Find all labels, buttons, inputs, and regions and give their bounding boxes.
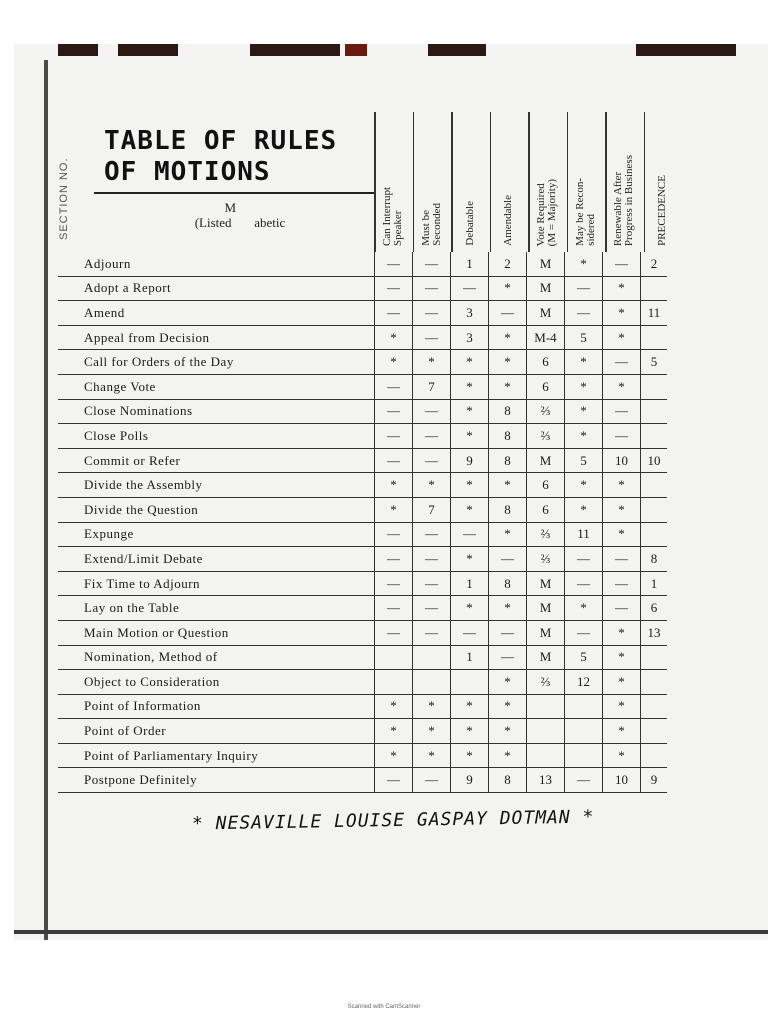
table-cell: 3 xyxy=(451,301,489,326)
page-subtitle: M (Listed abetic xyxy=(194,200,286,230)
table-cell: 11 xyxy=(565,522,603,547)
table-cell: M xyxy=(527,252,565,276)
table-cell: 2 xyxy=(641,252,668,276)
table-cell: * xyxy=(413,719,451,744)
table-cell: * xyxy=(489,694,527,719)
table-cell: * xyxy=(565,374,603,399)
table-cell xyxy=(641,497,668,522)
table-cell: — xyxy=(375,301,413,326)
table-cell: — xyxy=(413,448,451,473)
table-row xyxy=(58,374,667,399)
table-cell: ⅔ xyxy=(527,424,565,449)
scanner-credit: Scanned with CamScanner xyxy=(347,1004,421,1010)
table-row xyxy=(58,522,667,547)
table-header-title-box xyxy=(94,112,372,252)
table-cell: 7 xyxy=(413,374,451,399)
table-cell: — xyxy=(413,768,451,793)
table-cell: * xyxy=(451,473,489,498)
table-cell: * xyxy=(451,694,489,719)
table-cell: — xyxy=(603,350,641,375)
table-cell: — xyxy=(565,571,603,596)
table-cell: * xyxy=(565,252,603,276)
column-divider xyxy=(605,112,607,252)
table-cell: * xyxy=(451,743,489,768)
table-cell: * xyxy=(565,424,603,449)
motion-name: Point of Order xyxy=(58,719,375,744)
column-header-label: Can Interrupt Speaker xyxy=(381,187,405,246)
table-cell: — xyxy=(375,571,413,596)
table-cell: ⅔ xyxy=(527,547,565,572)
table-cell: — xyxy=(565,620,603,645)
table-cell: — xyxy=(375,424,413,449)
table-cell: M xyxy=(527,571,565,596)
scan-artifact xyxy=(58,44,98,56)
table-cell: 6 xyxy=(641,596,668,621)
table-cell: — xyxy=(603,424,641,449)
motion-name: Call for Orders of the Day xyxy=(58,350,375,375)
table-cell: — xyxy=(603,596,641,621)
table-cell: — xyxy=(375,399,413,424)
table-cell xyxy=(641,522,668,547)
table-cell xyxy=(565,694,603,719)
table-cell xyxy=(527,694,565,719)
column-divider xyxy=(567,112,569,252)
table-cell: * xyxy=(451,547,489,572)
scan-artifact xyxy=(250,44,340,56)
table-cell: — xyxy=(375,374,413,399)
table-cell: 1 xyxy=(451,645,489,670)
table-cell: — xyxy=(413,252,451,276)
table-cell: 5 xyxy=(565,448,603,473)
motion-name: Extend/Limit Debate xyxy=(58,547,375,572)
motion-name: Commit or Refer xyxy=(58,448,375,473)
table-cell xyxy=(527,743,565,768)
column-header-label: PRECEDENCE xyxy=(656,175,669,246)
column-header-label: Debatable xyxy=(463,201,476,246)
table-cell: — xyxy=(413,424,451,449)
motion-name: Lay on the Table xyxy=(58,596,375,621)
table-cell: — xyxy=(489,645,527,670)
table-cell: — xyxy=(413,276,451,301)
table-cell xyxy=(527,719,565,744)
table-cell: * xyxy=(451,719,489,744)
table-cell xyxy=(375,645,413,670)
table-cell xyxy=(641,325,668,350)
table-cell: * xyxy=(489,522,527,547)
table-cell xyxy=(413,670,451,695)
table-cell: * xyxy=(565,399,603,424)
column-header xyxy=(451,118,490,246)
table-cell: * xyxy=(375,694,413,719)
table-row xyxy=(58,473,667,498)
table-cell: — xyxy=(375,768,413,793)
table-cell: * xyxy=(489,374,527,399)
rules-table xyxy=(58,252,667,793)
table-cell xyxy=(641,473,668,498)
table-cell xyxy=(641,276,668,301)
table-cell xyxy=(565,719,603,744)
table-cell: — xyxy=(451,620,489,645)
table-cell: * xyxy=(603,301,641,326)
table-cell: * xyxy=(489,473,527,498)
table-cell xyxy=(565,743,603,768)
table-cell: 6 xyxy=(527,497,565,522)
table-cell xyxy=(451,670,489,695)
table-cell: 12 xyxy=(565,670,603,695)
column-header-label: May be Recon- sidered xyxy=(573,178,597,246)
table-cell: — xyxy=(375,547,413,572)
table-cell: — xyxy=(565,276,603,301)
signature: * NESAVILLE LOUISE GASPAY DOTMAN * xyxy=(191,806,595,835)
table-cell xyxy=(641,424,668,449)
table-cell: * xyxy=(451,424,489,449)
table-cell: * xyxy=(603,522,641,547)
table-cell: — xyxy=(375,620,413,645)
table-cell: * xyxy=(451,596,489,621)
table-cell: * xyxy=(489,350,527,375)
table-row xyxy=(58,301,667,326)
table-cell: * xyxy=(489,743,527,768)
table-cell: * xyxy=(603,719,641,744)
table-cell: — xyxy=(413,399,451,424)
table-cell: ⅔ xyxy=(527,399,565,424)
table-cell: * xyxy=(603,694,641,719)
table-cell: * xyxy=(413,694,451,719)
table-cell xyxy=(413,645,451,670)
motion-name: Main Motion or Question xyxy=(58,620,375,645)
table-cell: M xyxy=(527,448,565,473)
table-cell: — xyxy=(413,571,451,596)
table-cell: 11 xyxy=(641,301,668,326)
table-cell: 10 xyxy=(603,768,641,793)
column-header xyxy=(528,118,567,246)
table-cell: * xyxy=(489,325,527,350)
motion-name: Adopt a Report xyxy=(58,276,375,301)
column-divider xyxy=(451,112,453,252)
table-cell: M xyxy=(527,645,565,670)
table-cell: — xyxy=(413,522,451,547)
table-cell: 5 xyxy=(565,645,603,670)
table-cell: — xyxy=(413,301,451,326)
table-row xyxy=(58,571,667,596)
table-cell: * xyxy=(451,350,489,375)
column-header xyxy=(374,118,413,246)
column-header xyxy=(490,118,529,246)
table-cell: 3 xyxy=(451,325,489,350)
motion-name: Close Nominations xyxy=(58,399,375,424)
motion-name: Fix Time to Adjourn xyxy=(58,571,375,596)
table-cell: — xyxy=(375,596,413,621)
table-cell: * xyxy=(413,473,451,498)
table-cell: 13 xyxy=(527,768,565,793)
column-divider xyxy=(644,112,646,252)
table-cell: 10 xyxy=(603,448,641,473)
table-cell: — xyxy=(375,522,413,547)
table-cell xyxy=(641,645,668,670)
table-cell: 9 xyxy=(451,448,489,473)
table-cell: — xyxy=(413,596,451,621)
page-edge xyxy=(44,60,48,940)
table-row xyxy=(58,448,667,473)
table-cell: * xyxy=(603,743,641,768)
header-divider xyxy=(94,192,374,194)
scan-artifact xyxy=(428,44,486,56)
column-divider xyxy=(374,112,376,252)
page-title: TABLE OF RULES OF MOTIONS xyxy=(104,126,338,187)
table-cell: * xyxy=(489,596,527,621)
table-cell: * xyxy=(375,497,413,522)
table-cell: 8 xyxy=(489,399,527,424)
table-cell: 1 xyxy=(451,252,489,276)
table-row xyxy=(58,645,667,670)
table-cell: * xyxy=(375,719,413,744)
scan-artifact xyxy=(345,44,367,56)
table-cell: * xyxy=(413,743,451,768)
motion-name: Object to Consideration xyxy=(58,670,375,695)
table-row xyxy=(58,547,667,572)
motion-name: Divide the Assembly xyxy=(58,473,375,498)
table-cell: 7 xyxy=(413,497,451,522)
column-header-label: Amendable xyxy=(502,195,515,246)
page-bottom-edge xyxy=(14,930,768,934)
table-cell: — xyxy=(603,252,641,276)
table-cell: — xyxy=(451,522,489,547)
table-cell: * xyxy=(603,325,641,350)
table-cell: 8 xyxy=(641,547,668,572)
table-cell: * xyxy=(603,374,641,399)
table-cell: 1 xyxy=(641,571,668,596)
table-cell: M xyxy=(527,596,565,621)
table-cell xyxy=(641,719,668,744)
table-cell xyxy=(641,374,668,399)
motion-name: Expunge xyxy=(58,522,375,547)
column-divider xyxy=(413,112,415,252)
table-row xyxy=(58,596,667,621)
table-row xyxy=(58,719,667,744)
table-cell: * xyxy=(603,497,641,522)
table-cell: — xyxy=(565,301,603,326)
table-row xyxy=(58,497,667,522)
table-cell: M xyxy=(527,620,565,645)
table-cell: 13 xyxy=(641,620,668,645)
table-cell: 1 xyxy=(451,571,489,596)
motion-name: Close Polls xyxy=(58,424,375,449)
table-cell xyxy=(641,743,668,768)
table-cell: M-4 xyxy=(527,325,565,350)
column-header xyxy=(605,118,644,246)
table-row xyxy=(58,276,667,301)
table-cell: * xyxy=(565,473,603,498)
table-row xyxy=(58,670,667,695)
table-cell: 5 xyxy=(641,350,668,375)
table-cell: — xyxy=(413,547,451,572)
motion-name: Postpone Definitely xyxy=(58,768,375,793)
table-cell: * xyxy=(489,719,527,744)
table-cell: — xyxy=(565,547,603,572)
table-cell: * xyxy=(375,743,413,768)
table-cell: * xyxy=(375,350,413,375)
table-row xyxy=(58,350,667,375)
table-cell: 6 xyxy=(527,374,565,399)
column-divider xyxy=(490,112,492,252)
table-cell: — xyxy=(413,620,451,645)
scan-top-margin xyxy=(0,0,768,44)
table-row xyxy=(58,768,667,793)
table-cell: 8 xyxy=(489,424,527,449)
column-divider xyxy=(528,112,530,252)
motion-name: Divide the Question xyxy=(58,497,375,522)
table-cell: * xyxy=(603,645,641,670)
table-cell: * xyxy=(451,374,489,399)
table-cell: — xyxy=(451,276,489,301)
column-header xyxy=(413,118,452,246)
scan-artifact xyxy=(118,44,178,56)
table-cell: 8 xyxy=(489,768,527,793)
table-cell: 2 xyxy=(489,252,527,276)
table-cell: — xyxy=(375,448,413,473)
table-cell: 8 xyxy=(489,448,527,473)
table-row xyxy=(58,694,667,719)
table-cell: 5 xyxy=(565,325,603,350)
motion-name: Amend xyxy=(58,301,375,326)
table-cell: — xyxy=(565,768,603,793)
table-cell: * xyxy=(603,473,641,498)
table-cell: * xyxy=(451,497,489,522)
motion-name: Point of Parliamentary Inquiry xyxy=(58,743,375,768)
table-cell: * xyxy=(489,276,527,301)
table-cell: 9 xyxy=(641,768,668,793)
table-cell xyxy=(641,399,668,424)
table-cell: * xyxy=(603,276,641,301)
table-cell: ⅔ xyxy=(527,670,565,695)
table-cell: M xyxy=(527,276,565,301)
table-cell: * xyxy=(603,670,641,695)
table-cell xyxy=(641,670,668,695)
table-cell: — xyxy=(489,620,527,645)
scan-artifact xyxy=(636,44,736,56)
motion-name: Appeal from Decision xyxy=(58,325,375,350)
table-cell: — xyxy=(603,571,641,596)
column-header xyxy=(567,118,606,246)
table-row xyxy=(58,252,667,276)
table-row xyxy=(58,743,667,768)
table-cell: — xyxy=(375,252,413,276)
table-cell: * xyxy=(375,473,413,498)
table-cell: 10 xyxy=(641,448,668,473)
table-cell: 8 xyxy=(489,571,527,596)
table-cell: 6 xyxy=(527,473,565,498)
table-cell: * xyxy=(451,399,489,424)
section-side-label: SECTION NO. xyxy=(58,157,70,240)
table-cell: 9 xyxy=(451,768,489,793)
table-row xyxy=(58,325,667,350)
table-cell: — xyxy=(489,547,527,572)
table-cell: 6 xyxy=(527,350,565,375)
table-cell: * xyxy=(565,350,603,375)
motion-name: Point of Information xyxy=(58,694,375,719)
table-cell: 8 xyxy=(489,497,527,522)
column-header-label: Renewable After Progress in Business xyxy=(612,154,636,246)
motion-name: Nomination, Method of xyxy=(58,645,375,670)
table-cell: — xyxy=(413,325,451,350)
table-row xyxy=(58,620,667,645)
table-row xyxy=(58,424,667,449)
table-cell: M xyxy=(527,301,565,326)
table-cell: — xyxy=(603,547,641,572)
column-header-label: Vote Required (M = Majority) xyxy=(535,178,559,246)
motion-name: Adjourn xyxy=(58,252,375,276)
table-cell xyxy=(641,694,668,719)
table-cell: * xyxy=(565,596,603,621)
table-cell: * xyxy=(413,350,451,375)
column-header xyxy=(644,118,683,246)
table-cell: — xyxy=(603,399,641,424)
table-cell xyxy=(375,670,413,695)
table-cell: * xyxy=(375,325,413,350)
table-cell: * xyxy=(565,497,603,522)
table-cell: * xyxy=(603,620,641,645)
table-cell: ⅔ xyxy=(527,522,565,547)
table-cell: * xyxy=(489,670,527,695)
table-cell: — xyxy=(489,301,527,326)
motion-name: Change Vote xyxy=(58,374,375,399)
table-cell: — xyxy=(375,276,413,301)
table-row xyxy=(58,399,667,424)
column-header-label: Must be Seconded xyxy=(419,203,443,246)
